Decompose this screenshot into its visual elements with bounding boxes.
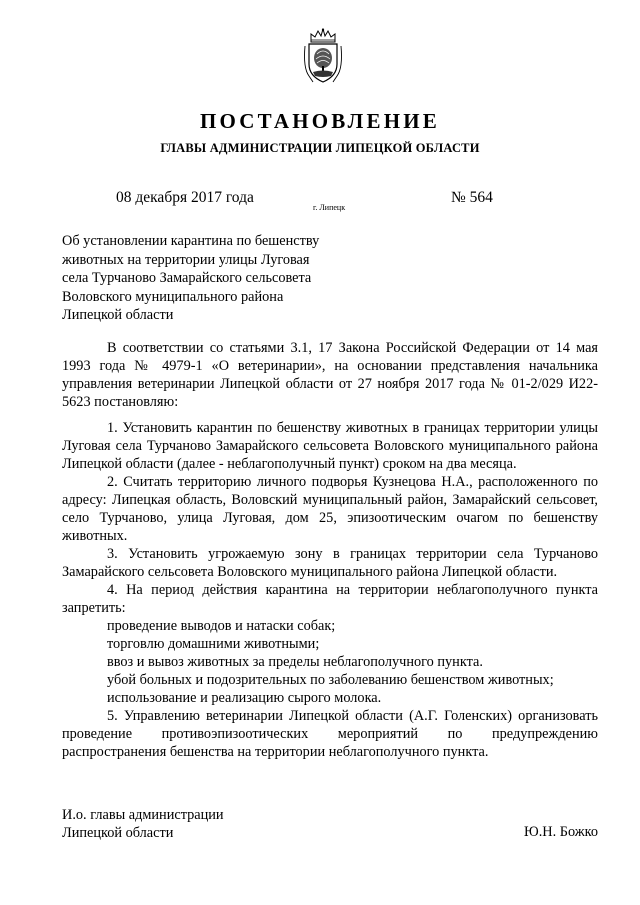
prohibition-item: торговлю домашними животными; <box>107 636 320 652</box>
subject-line: Липецкой области <box>62 307 174 323</box>
document-subject <box>62 232 362 325</box>
prohibition-item: проведение выводов и натаски собак; <box>107 618 336 634</box>
signatory-position-line: И.о. главы администрации <box>62 807 224 823</box>
preamble-paragraph: В соответствии со статьями 3.1, 17 Закона Российской Федерации от 14 мая 1993 года № 4979-1 «О ветеринарии», на основании представления начальника управления ветеринарии Липецкой области от 27 ноября 2017 года № 01-2/029 И22-5623 постановляю: <box>62 340 598 410</box>
document-type-title: ПОСТАНОВЛЕНИЕ <box>199 109 441 133</box>
coat-of-arms-icon <box>301 28 345 86</box>
paragraph-1: 1. Установить карантин по бешенству животных в границах территории улицы Луговая села Турчаново Замарайского сельсовета Воловского муниципального района Липецкой области (далее - неблагополучный пункт) сроком на два месяца. <box>62 420 598 472</box>
document-number: № 564 <box>451 189 493 206</box>
subject-line: Об установлении карантина по бешенству <box>62 233 320 249</box>
document-city: г. Липецк <box>313 203 346 212</box>
document-body <box>62 339 598 761</box>
paragraph-2: 2. Считать территорию личного подворья Кузнецова Н.А., расположенного по адресу: Липецкая область, Воловский муниципальный район, Замарайский сельсовет, село Турчаново, улица Луговая, дом 25, эпизоотическим очагом по бешенству животных. <box>62 474 598 544</box>
paragraph-5: 5. Управлению ветеринарии Липецкой области (А.Г. Голенских) организовать проведение противоэпизоотических мероприятий по предупреждению распространения бешенства на территории неблагополучного пункта. <box>62 708 598 760</box>
signatory-position-line: Липецкой области <box>62 825 174 841</box>
subject-line: Воловского муниципального района <box>62 288 284 305</box>
document-date: 08 декабря 2017 года <box>116 189 254 206</box>
paragraph-3: 3. Установить угрожаемую зону в границах территории села Турчаново Замарайского сельсовета Воловского муниципального района Липецкой области. <box>62 546 598 580</box>
signatory-name: Ю.Н. Божко <box>524 824 598 840</box>
prohibition-item: убой больных и подозрительных по заболеванию бешенством животных; <box>107 672 554 688</box>
subject-line: села Турчаново Замарайского сельсовета <box>62 270 312 286</box>
prohibition-item: использование и реализацию сырого молока. <box>107 690 382 706</box>
issuer-title: ГЛАВЫ АДМИНИСТРАЦИИ ЛИПЕЦКОЙ ОБЛАСТИ <box>160 141 480 155</box>
subject-line: животных на территории улицы Луговая <box>62 251 310 268</box>
paragraph-4: 4. На период действия карантина на территории неблагополучного пункта запретить: <box>62 582 598 616</box>
prohibition-item: ввоз и вывоз животных за пределы неблагополучного пункта. <box>107 654 483 670</box>
signatory-position <box>62 806 224 842</box>
